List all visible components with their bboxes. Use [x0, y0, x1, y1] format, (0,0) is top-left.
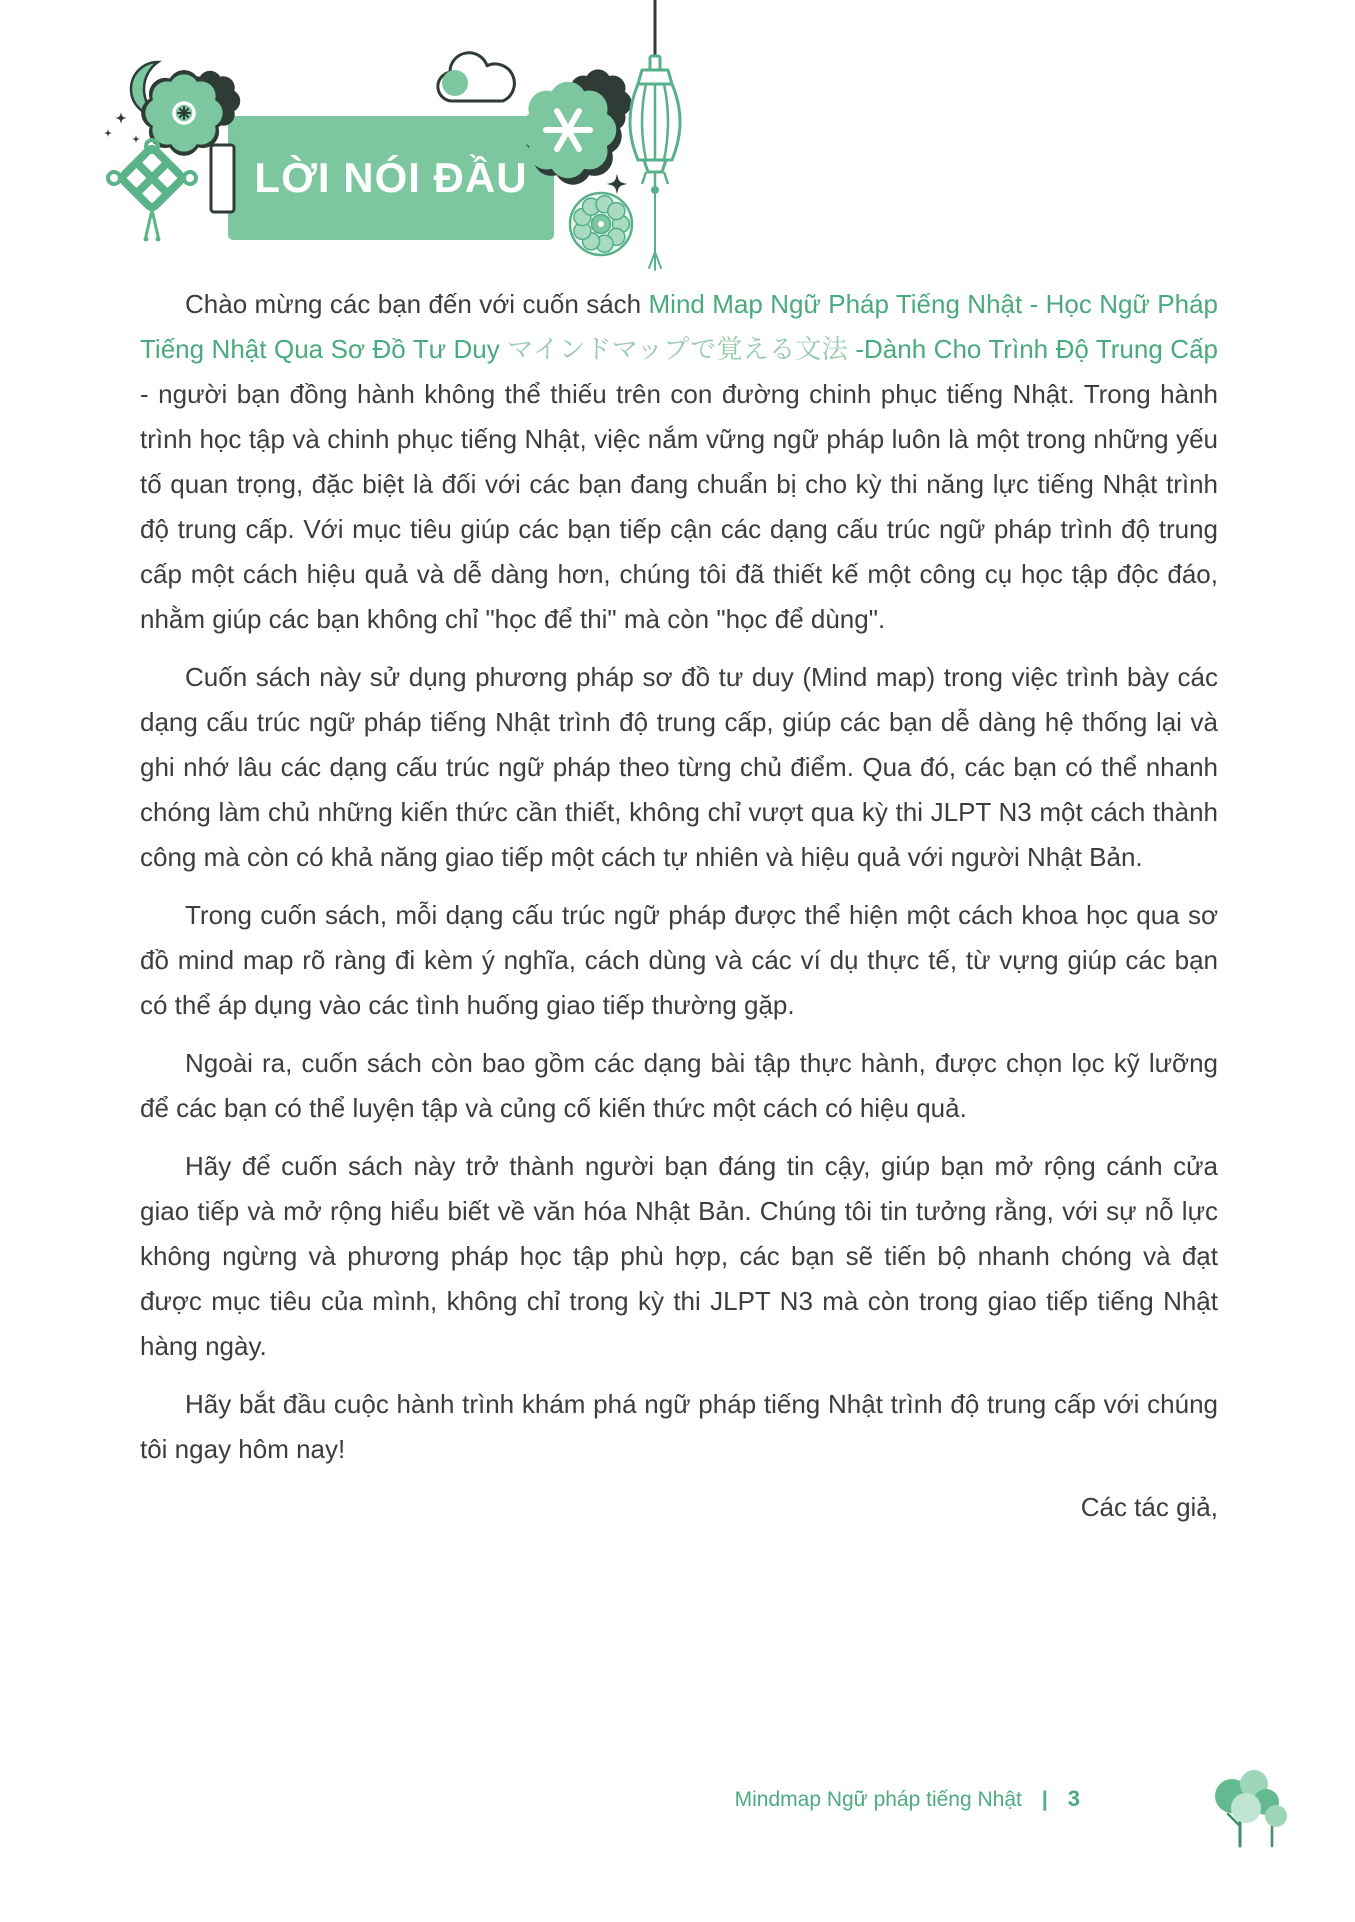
- paragraph-2: Cuốn sách này sử dụng phương pháp sơ đồ tư duy (Mind map) trong việc trình bày các dạng cấu trúc ngữ pháp tiếng Nhật trình độ trung cấp, giúp các bạn dễ dàng hệ thống lại và ghi nhớ lâu các dạng cấu trúc ngữ pháp theo từng chủ điểm. Qua đó, các bạn có thể nhanh chóng làm chủ những kiến thức cần thiết, không chỉ vượt qua kỳ thi JLPT N3 một cách thành công mà còn có khả năng giao tiếp một cách tự nhiên và hiệu quả với người Nhật Bản.: [140, 662, 1218, 872]
- footer-page-number: 3: [1067, 1786, 1080, 1811]
- page-footer: [140, 1786, 1080, 1812]
- paragraph-5: Hãy để cuốn sách này trở thành người bạn đáng tin cậy, giúp bạn mở rộng cánh cửa giao tiếp và mở rộng hiểu biết về văn hóa Nhật Bản. Chúng tôi tin tưởng rằng, với sự nỗ lực không ngừng và phương pháp học tập phù hợp, các bạn sẽ tiến bộ nhanh chóng và đạt được mục tiêu của mình, không chỉ trong kỳ thi JLPT N3 mà còn trong giao tiếp tiếng Nhật hàng ngày.: [140, 1151, 1218, 1361]
- paragraph-3: Trong cuốn sách, mỗi dạng cấu trúc ngữ pháp được thể hiện một cách khoa học qua sơ đồ mind map rõ ràng đi kèm ý nghĩa, cách dùng và các ví dụ thực tế, từ vựng giúp các bạn có thể áp dụng vào các tình huống giao tiếp thường gặp.: [140, 900, 1218, 1020]
- book-title-japanese: マインドマップで覚える文法: [507, 334, 848, 364]
- cloud-icon: [438, 53, 515, 101]
- paragraph-6: Hãy bắt đầu cuộc hành trình khám phá ngữ pháp tiếng Nhật trình độ trung cấp với chúng tôi ngay hôm nay!: [140, 1389, 1218, 1464]
- header-decoration: [0, 0, 1355, 300]
- tree-icon: [1202, 1750, 1297, 1850]
- footer-book-title: Mindmap Ngữ pháp tiếng Nhật: [734, 1788, 1022, 1811]
- sparkle-icon: [607, 174, 628, 195]
- preface-header: [0, 0, 1355, 300]
- paragraph-4: Ngoài ra, cuốn sách còn bao gồm các dạng bài tập thực hành, được chọn lọc kỹ lưỡng để các bạn có thể luyện tập và củng cố kiến thức một cách có hiệu quả.: [140, 1048, 1218, 1123]
- sparkle-icon: [104, 112, 140, 143]
- page-title: LỜI NÓI ĐẦU: [254, 154, 528, 201]
- paragraph-1-rest: - người bạn đồng hành không thể thiếu trên con đường chinh phục tiếng Nhật. Trong hành trình học tập và chinh phục tiếng Nhật, việc nắm vững ngữ pháp luôn là một trong những yếu tố quan trọng, đặc biệt là đối với các bạn đang chuẩn bị cho kỳ thi năng lực tiếng Nhật trình độ trung cấp. Với mục tiêu giúp các bạn tiếp cận các dạng cấu trúc ngữ pháp trình độ trung cấp một cách hiệu quả và dễ dàng hơn, chúng tôi đã thiết kế một công cụ học tập độc đáo, nhằm giúp các bạn không chỉ "học để thi" mà còn "học để dùng".: [140, 379, 1218, 634]
- flower-medallion-icon: [570, 193, 632, 255]
- book-title-highlight-2: -Dành Cho Trình Độ Trung Cấp: [847, 334, 1218, 364]
- footer-separator: |: [1041, 1788, 1048, 1811]
- authors-signature: Các tác giả,: [1080, 1492, 1218, 1522]
- paragraph-1-lead: Chào mừng các bạn đến với cuốn sách: [185, 289, 649, 319]
- paragraph-1: [140, 282, 1218, 642]
- preface-body: [140, 282, 1218, 1530]
- lantern-icon: [630, 0, 680, 270]
- book-title-highlight: Mind Map Ngữ Pháp Tiếng Nhật - Học Ngữ Pháp Tiếng Nhật Qua Sơ Đồ Tư Duy: [140, 289, 1218, 364]
